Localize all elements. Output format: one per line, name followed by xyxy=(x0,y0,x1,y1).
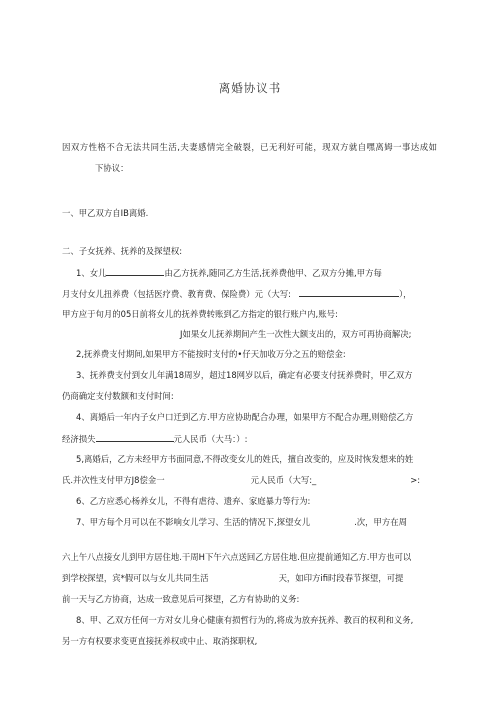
loss-amount-blank xyxy=(96,432,174,442)
clause-4-rmb-text: 元人民币（大马：）: xyxy=(173,434,248,444)
clause-5-line-2 xyxy=(62,474,420,486)
clause-7-line-3 xyxy=(62,572,403,584)
clause-1-line-1 xyxy=(76,266,382,279)
document-title: 离婚协议书 xyxy=(218,81,282,95)
clause-4-loss-text: 经济损失 xyxy=(62,434,96,444)
clause-1-support-text: 月支付女儿扭养费（包括医疗费、教育费、保险费）元（大写: xyxy=(62,289,291,299)
clause-6: 6、乙方应悉心杨养女儿，不得有虐待、遗弃、家庭暴力等行为: xyxy=(76,496,311,506)
clause-7-line-4: 前一天与乙方协商，达成一致意见后可探望，乙方有协助的义务: xyxy=(62,594,300,604)
clause-8-line-1: 8、甲、乙双方任何一方对女儿身心健康有损哲行为的,将成为放弃抚养、教百的权利和义务, xyxy=(76,615,414,625)
clause-7-visit-text: 7、甲方每个月可以在不影响女儿学习、生活的情况下,探望女儿 xyxy=(76,517,311,527)
clause-1-number: 1、女儿 xyxy=(76,268,107,278)
amount-in-words-blank xyxy=(299,287,399,297)
intro-line-1: 因双方性格不合无法共同生活,夫妻感情完全破裂，已无利好可能，现双方就自嘿离姆一事达成如 xyxy=(62,142,437,152)
clause-1-line-4: J如果女儿抚养期间产生一次性大额支出的，双方可再协商解决; xyxy=(180,329,412,339)
clause-1-text: 由乙方抚养,随同乙方生活,抚养费他甲、乙双方分摊,甲方每 xyxy=(164,268,382,278)
clause-3-line-2: 仍商确定支付数额和支付时间: xyxy=(62,391,174,401)
clause-7-school-text: 到学校探望，宾*假可以与女儿共同生活 xyxy=(62,573,209,583)
section-2-heading: 二、子女抚养、抚养的及探望权: xyxy=(62,246,183,256)
clause-7-days-text: 天，如印方ifi时段春节探望，可提 xyxy=(278,573,404,583)
daughter-name-blank xyxy=(106,266,164,276)
clause-3-line-1: 3、抚养费支付到女儿年满18周岁，超过18网岁以后，确定有必要支付抚养费时，甲乙双方 xyxy=(76,370,413,380)
clause-8-line-2: 另一方有权要求变更直接抚养权或中止、取消探职权, xyxy=(62,636,258,646)
clause-2: 2,抚养费支付期间,如果甲方不能按时支付的•仔天加收万分之五的赔偿金: xyxy=(76,349,346,359)
clause-7-line-2: 六上午八点接女儿到甲方居住地.干周H下午六点送回乙方居住地.但应提前通知乙方.甲方也可以 xyxy=(62,552,412,562)
clause-1-line-2 xyxy=(62,287,412,300)
clause-7-line-1 xyxy=(76,516,407,528)
clause-4-line-2 xyxy=(62,432,248,445)
intro-line-2: 下协议： xyxy=(95,163,129,173)
clause-7-times-text: .次，甲方在周 xyxy=(354,517,408,527)
clause-1-close: ）， xyxy=(398,289,412,299)
clause-5-close: >: xyxy=(410,475,421,485)
clause-4-line-1: 4、离婚后一年内子女户口迁到乙方.甲方应协助配合办理，如果甲方不配合办理,则赔偿乙方 xyxy=(76,412,414,422)
clause-1-line-3: 甲方应于旬月的05日前将女儿的抚养费转账到乙方指定的银行账户内,账号: xyxy=(62,309,338,319)
section-1-heading: 一、甲乙双方自IB离婚. xyxy=(62,208,149,218)
clause-5-rmb-text: 元人民币（大写:_ xyxy=(250,475,317,485)
clause-5-line-1: 5,离婚后，乙方未经甲方书面同意,不得改变女儿的姓氏，擅自改变的，应及时恢发想来的姓 xyxy=(76,454,414,464)
clause-5-payment-text: 氏.并次性支付甲方J8偿金一 xyxy=(62,475,165,485)
